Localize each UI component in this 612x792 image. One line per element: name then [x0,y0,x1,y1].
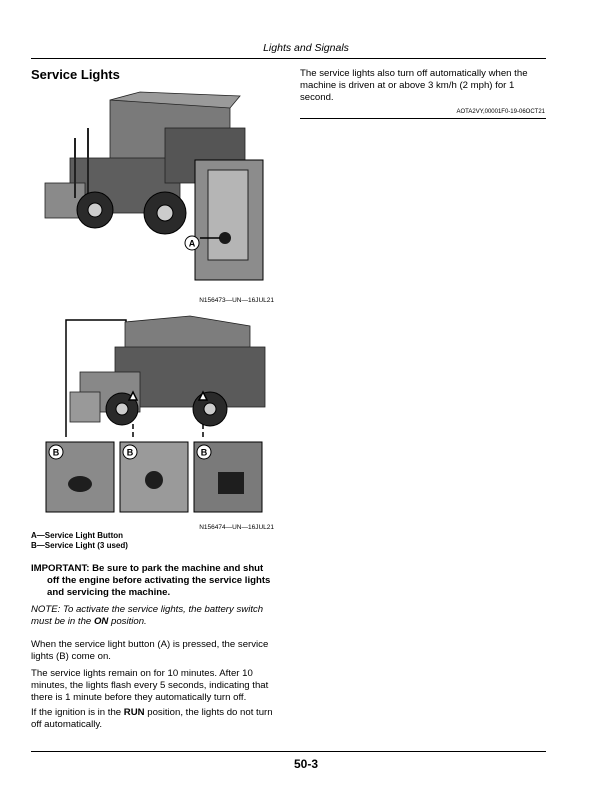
figure2-caption: N156474—UN—16JUL21 [199,524,274,531]
machine-illustration-2 [40,312,272,517]
ignition-suffix: position, the lights do not turn off automatically. [31,707,273,730]
note-prefix: NOTE: To activate the service lights, the battery switch must be in the [31,604,264,627]
important-rest: off the engine before activating the service lights and servicing the machine. [47,575,271,598]
figure-service-light-button [40,88,272,288]
important-line1: IMPORTANT: Be sure to park the machine and shut [31,563,264,574]
callout-a-label: A [188,238,196,249]
note-battery-switch [31,604,279,628]
header-rule [31,58,546,59]
legend-item-a: A—Service Light Button [31,531,124,540]
callout-b3-label: B [200,447,208,458]
legend-item-b: B—Service Light (3 used) [31,541,128,550]
ignition-emph: RUN [123,707,145,718]
figure-legend [31,531,128,551]
paragraph-button-press: When the service light button (A) is pressed, the service lights (B) come on. [31,639,269,662]
figure-service-lights [40,312,272,517]
machine-illustration-1 [40,88,272,288]
reference-code: AOTA2VY,00001F0-19-06OCT21 [456,109,545,115]
paragraph-timing: The service lights remain on for 10 minutes. After 10 minutes, the lights flash every 5 seconds, indicating that there is 1 minute before they automatically turn off. [31,668,269,703]
running-header: Lights and Signals [263,42,349,54]
note-emph: ON [93,616,109,627]
section-title: Service Lights [31,67,120,82]
note-suffix: position. [108,616,147,627]
figure1-caption: N156473—UN—16JUL21 [199,297,274,304]
page-number: 50-3 [293,757,319,771]
callout-b2-label: B [126,447,134,458]
ignition-prefix: If the ignition is in the [31,707,124,718]
footer-rule [31,751,546,752]
right-column-text: The service lights also turn off automatically when the machine is driven at or above 3 km/h (2 mph) for 1 second. [300,68,528,103]
paragraph-ignition [31,707,281,731]
callout-b1-label: B [52,447,60,458]
important-notice [31,563,279,599]
right-column-rule [300,118,546,119]
